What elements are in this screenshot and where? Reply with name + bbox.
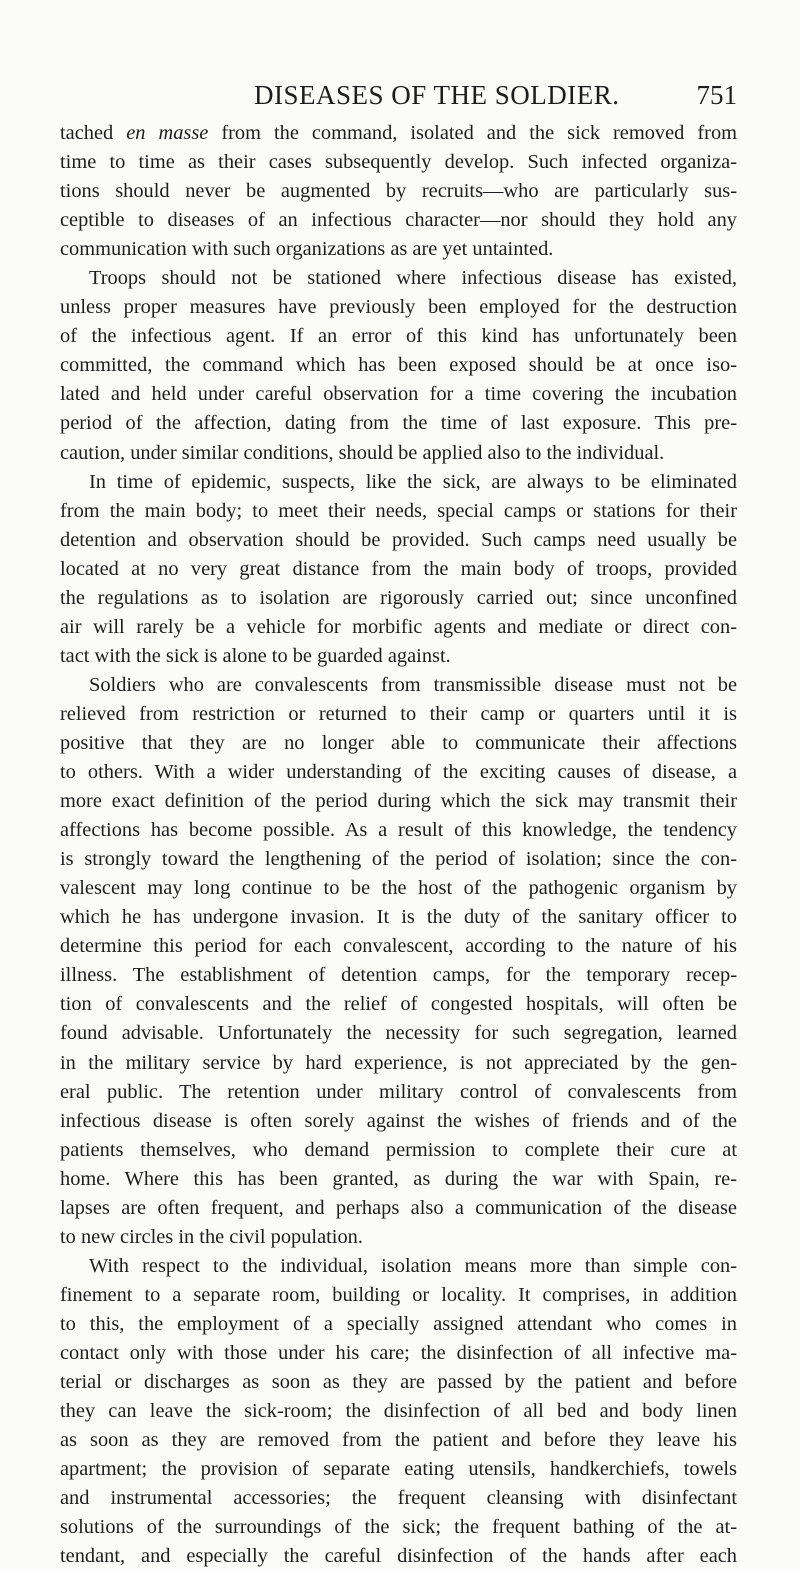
- text-line: which he has undergone invasion. It is the duty of the sanitary officer to: [60, 906, 737, 929]
- text-line: as soon as they are removed from the patient and before they leave his: [60, 1429, 737, 1452]
- body-text: [60, 119, 737, 1571]
- running-title: DISEASES OF THE SOLDIER.: [254, 80, 620, 110]
- text-line: of the infectious agent. If an error of this kind has unfortunately been: [60, 325, 737, 348]
- text-line: ceptible to diseases of an infectious character—nor should they hold any: [60, 209, 737, 232]
- text-line: tendant, and especially the careful disinfection of the hands after each: [60, 1545, 737, 1568]
- text-line: solutions of the surroundings of the sick; the frequent bathing of the at-: [60, 1516, 737, 1539]
- paragraph-start-line: Soldiers who are convalescents from transmissible disease must not be: [89, 673, 737, 696]
- text-line: tion of convalescents and the relief of congested hospitals, will often be: [60, 993, 737, 1016]
- text-line: detention and observation should be provided. Such camps need usually be: [60, 528, 737, 551]
- text-line: located at no very great distance from the main body of troops, provided: [60, 557, 737, 580]
- text-line: tact with the sick is alone to be guarded against.: [60, 644, 451, 667]
- text-line: to this, the employment of a specially assigned attendant who comes in: [60, 1312, 737, 1335]
- text-line: lapses are often frequent, and perhaps also a communication of the disease: [60, 1196, 737, 1219]
- text-line: to new circles in the civil population.: [60, 1225, 363, 1248]
- text-line: and instrumental accessories; the frequent cleansing with disinfectant: [60, 1487, 737, 1510]
- text-line: apartment; the provision of separate eating utensils, handkerchiefs, towels: [60, 1458, 737, 1481]
- text-line: committed, the command which has been exposed should be at once iso-: [60, 354, 737, 377]
- text-line: the regulations as to isolation are rigorously carried out; since unconfined: [60, 586, 737, 609]
- text-line: air will rarely be a vehicle for morbific agents and mediate or direct con-: [60, 615, 737, 638]
- text-line: they can leave the sick-room; the disinfection of all bed and body linen: [60, 1400, 737, 1423]
- page-header: [60, 74, 737, 114]
- text-line: caution, under similar conditions, should be applied also to the individual.: [60, 441, 665, 464]
- text-line: tached en masse from the command, isolated and the sick removed from: [60, 122, 737, 144]
- text-line: contact only with those under his care; the disinfection of all infective ma-: [60, 1341, 737, 1364]
- text-line: illness. The establishment of detention camps, for the temporary recep-: [60, 964, 737, 987]
- text-line: unless proper measures have previously been employed for the destruction: [60, 296, 737, 319]
- text-line: terial or discharges as soon as they are passed by the patient and before: [60, 1371, 737, 1394]
- text-line: infectious disease is often sorely against the wishes of friends and of the: [60, 1109, 737, 1132]
- text-line: is strongly toward the lengthening of the period of isolation; since the con-: [60, 848, 737, 871]
- italic-phrase: en masse: [126, 122, 209, 144]
- paragraph-start-line: In time of epidemic, suspects, like the sick, are always to be eliminated: [89, 470, 737, 493]
- text-line: finement to a separate room, building or locality. It comprises, in addition: [60, 1283, 737, 1306]
- page-number: 751: [696, 80, 737, 110]
- text-line: to others. With a wider understanding of the exciting causes of disease, a: [60, 761, 737, 784]
- text-line: eral public. The retention under military control of convalescents from: [60, 1080, 737, 1103]
- paragraph-start-line: Troops should not be stationed where infectious disease has existed,: [89, 267, 737, 290]
- text-line: determine this period for each convalescent, according to the nature of his: [60, 935, 737, 958]
- text-line: period of the affection, dating from the time of last exposure. This pre-: [60, 412, 737, 435]
- text-line: time to time as their cases subsequently develop. Such infected organiza-: [60, 151, 737, 174]
- text-line: found advisable. Unfortunately the necessity for such segregation, learned: [60, 1022, 737, 1045]
- text-line: valescent may long continue to be the host of the pathogenic organism by: [60, 877, 737, 900]
- paragraph-start-line: With respect to the individual, isolation means more than simple con-: [89, 1254, 737, 1277]
- text-line: home. Where this has been granted, as during the war with Spain, re-: [60, 1167, 737, 1190]
- text-line: positive that they are no longer able to communicate their affections: [60, 731, 737, 754]
- text-line: affections has become possible. As a result of this knowledge, the tendency: [60, 819, 737, 842]
- text-line: communication with such organizations as are yet untainted.: [60, 238, 554, 261]
- text-line: patients themselves, who demand permission to complete their cure at: [60, 1138, 737, 1161]
- text-line: lated and held under careful observation for a time covering the incubation: [60, 383, 737, 406]
- text-line: more exact definition of the period during which the sick may transmit their: [60, 790, 737, 813]
- text-line: from the main body; to meet their needs, special camps or stations for their: [60, 499, 737, 522]
- text-line: in the military service by hard experience, is not appreciated by the gen-: [60, 1051, 737, 1074]
- text-line: tions should never be augmented by recruits—who are particularly sus-: [60, 180, 737, 203]
- text-line: relieved from restriction or returned to their camp or quarters until it is: [60, 702, 737, 725]
